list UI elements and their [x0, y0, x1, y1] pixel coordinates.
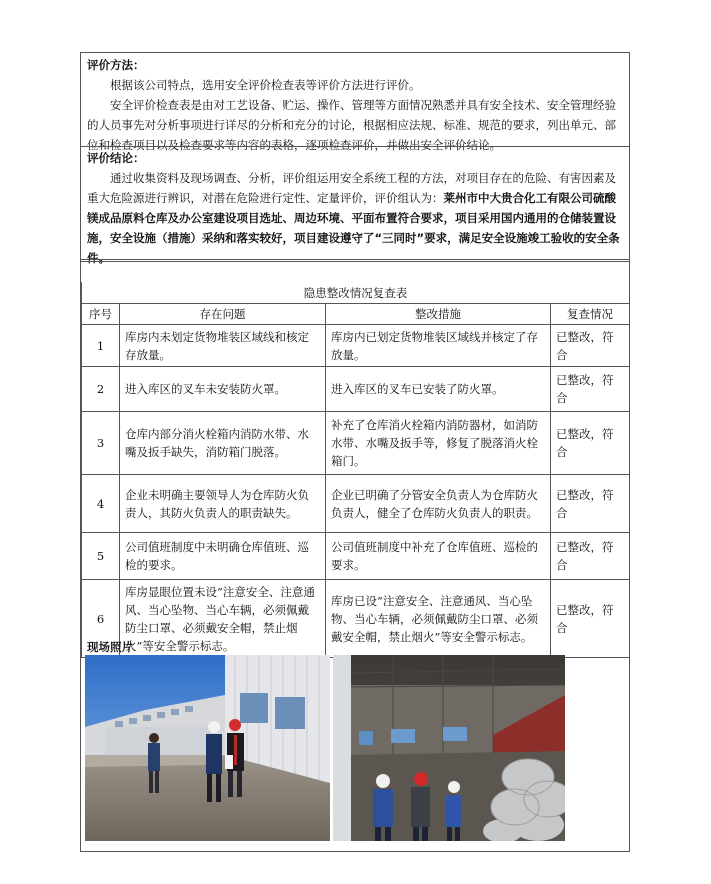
- method-para-2: 安全评价检查表是由对工艺设备、贮运、操作、管理等方面情况熟悉并具有安全技术、安全管理经验的人员事先对分析事项进行详尽的分析和充分的讨论，根据相应法规、标准、规范的要求，列出单元、部位和检查项目以及检查要求等内容的表格，逐项检查评价，并做出安全评价结论。: [87, 98, 616, 152]
- table-row: [82, 325, 630, 367]
- row-no: 4: [82, 475, 120, 533]
- conclusion-section: [81, 148, 629, 268]
- table-header-row: [82, 304, 630, 325]
- site-photo-indoor: [333, 655, 565, 841]
- row-measure: 企业已明确了分管安全负责人为仓库防火负责人，健全了仓库防火负责人的职责。: [326, 475, 551, 533]
- photos-heading: 现场照片: [87, 640, 133, 654]
- row-measure: 库房已设“注意安全、注意通风、当心坠物、当心车辆，必须佩戴防尘口罩、必须戴安全帽，禁止烟火”等安全警示标志。: [326, 580, 551, 658]
- row-status: 已整改，符合: [551, 533, 630, 580]
- row-status: 已整改，符合: [551, 580, 630, 658]
- table-row: [82, 412, 630, 475]
- table-row: [82, 367, 630, 412]
- rectification-table: [81, 282, 630, 658]
- row-measure: 进入库区的叉车已安装了防火罩。: [326, 367, 551, 412]
- row-problem: 企业未明确主要领导人为仓库防火负责人，其防火负责人的职责缺失。: [120, 475, 326, 533]
- site-photo-outdoor: [85, 655, 330, 841]
- row-status: 已整改，符合: [551, 475, 630, 533]
- row-status: 已整改，符合: [551, 367, 630, 412]
- row-measure: 补充了仓库消火栓箱内消防器材，如消防水带、水嘴及扳手等，修复了脱落消火栓箱门。: [326, 412, 551, 475]
- row-problem: 进入库区的叉车未安装防火罩。: [120, 367, 326, 412]
- row-measure: 公司值班制度中补充了仓库值班、巡检的要求。: [326, 533, 551, 580]
- row-status: 已整改，符合: [551, 412, 630, 475]
- method-heading: 评价方法：: [87, 58, 145, 72]
- row-status: 已整改，符合: [551, 325, 630, 367]
- row-problem: 公司值班制度中未明确仓库值班、巡检的要求。: [120, 533, 326, 580]
- col-header-problem: 存在问题: [120, 304, 326, 325]
- outdoor-photo-drawing: [85, 655, 330, 841]
- row-no: 5: [82, 533, 120, 580]
- row-no: 6: [82, 580, 120, 658]
- table-row: [82, 475, 630, 533]
- double-divider: [81, 259, 629, 262]
- col-header-status: 复查情况: [551, 304, 630, 325]
- row-no: 2: [82, 367, 120, 412]
- table-title-row: [82, 282, 630, 304]
- divider: [81, 146, 629, 147]
- report-sheet: [80, 52, 630, 852]
- table-title: 隐患整改情况复查表: [82, 282, 630, 304]
- row-problem: 仓库内部分消火栓箱内消防水带、水嘴及扳手缺失，消防箱门脱落。: [120, 412, 326, 475]
- method-section: [81, 55, 629, 155]
- conclusion-text: [87, 168, 623, 268]
- indoor-photo-drawing: [333, 655, 565, 841]
- site-photos: [85, 655, 625, 845]
- row-no: 3: [82, 412, 120, 475]
- row-no: 1: [82, 325, 120, 367]
- table-row: [82, 533, 630, 580]
- col-header-no: 序号: [82, 304, 120, 325]
- conclusion-intro: 通过收集资料及现场调查、分析，评价组运用安全系统工程的方法，对项目存在的危险、有害因素及重大危险源进行辨识，对潜在危险进行定性、定量评价，评价组认为：: [87, 171, 616, 205]
- method-para-1: 根据该公司特点，选用安全评价检查表等评价方法进行评价。: [110, 78, 421, 92]
- row-problem: 库房显眼位置未设“注意安全、注意通风、当心坠物、当心车辆，必须佩戴防尘口罩、必须戴安全帽，禁止烟火”等安全警示标志。: [120, 580, 326, 658]
- conclusion-heading: 评价结论：: [87, 151, 145, 165]
- conclusion-bold: 莱州市中大贵合化工有限公司硫酸镁成品原料仓库及办公室建设项目选址、周边环境、平面布置符合要求，项目采用国内通用的仓储装置设施，安全设施（措施）采纳和落实较好，项目建设遵守了“三同时”要求，满足安全设施竣工验收的安全条件。: [87, 191, 620, 265]
- row-problem: 库房内未划定货物堆装区域线和核定存放量。: [120, 325, 326, 367]
- row-measure: 库房内已划定货物堆装区域线并核定了存放量。: [326, 325, 551, 367]
- col-header-measure: 整改措施: [326, 304, 551, 325]
